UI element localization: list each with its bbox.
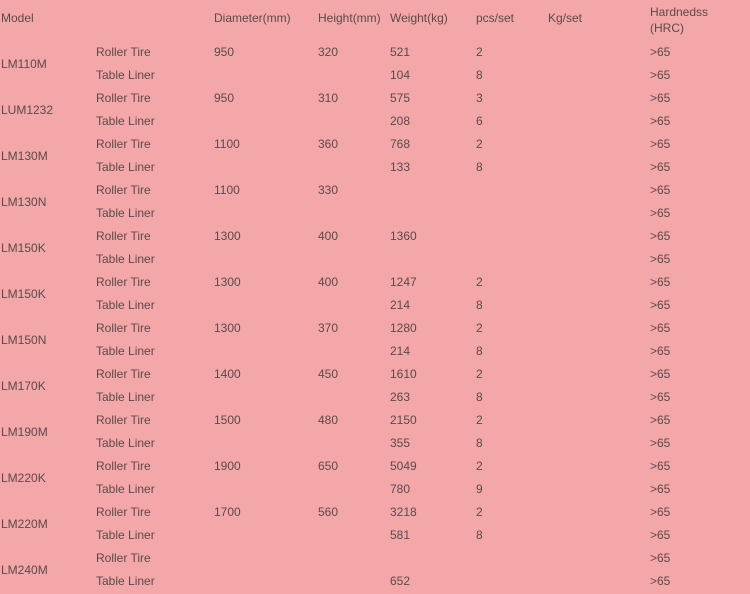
diameter-cell: 1300 [214,229,241,243]
part-name-cell: Table Liner [96,252,155,266]
weight-cell: 355 [390,436,411,450]
weight-cell: 652 [390,574,411,588]
height-cell: 560 [318,505,339,519]
weight-cell: 575 [390,91,411,105]
table-row [0,41,750,64]
part-name-cell: Table Liner [96,390,155,404]
model-name-cell: LM220M [1,517,48,531]
pcs-per-set-cell: 2 [476,137,483,151]
table-row [0,248,750,271]
weight-cell: 780 [390,482,411,496]
hardness-cell: >65 [650,505,671,519]
pcs-per-set-cell: 8 [476,344,483,358]
height-cell: 400 [318,229,339,243]
hardness-cell: >65 [650,459,671,473]
part-name-cell: Roller Tire [96,275,151,289]
pcs-per-set-cell: 2 [476,505,483,519]
header-height: Height(mm) [318,11,381,25]
weight-cell: 208 [390,114,411,128]
model-name-cell: LM190M [1,425,48,439]
pcs-per-set-cell: 6 [476,114,483,128]
part-name-cell: Table Liner [96,160,155,174]
diameter-cell: 1900 [214,459,241,473]
height-cell: 310 [318,91,339,105]
header-weight: Weight(kg) [390,11,448,25]
hardness-cell: >65 [650,482,671,496]
hardness-cell: >65 [650,68,671,82]
hardness-cell: >65 [650,275,671,289]
part-name-cell: Roller Tire [96,413,151,427]
pcs-per-set-cell: 2 [476,45,483,59]
header-pcs-per-set: pcs/set [476,11,515,25]
part-name-cell: Roller Tire [96,229,151,243]
diameter-cell: 1700 [214,505,241,519]
table-row [0,110,750,133]
weight-cell: 1610 [390,367,417,381]
diameter-cell: 1300 [214,321,241,335]
table-row [0,478,750,501]
height-cell: 330 [318,183,339,197]
part-name-cell: Table Liner [96,436,155,450]
height-cell: 370 [318,321,339,335]
table-row [0,64,750,87]
diameter-cell: 1300 [214,275,241,289]
weight-cell: 214 [390,298,411,312]
pcs-per-set-cell: 2 [476,321,483,335]
part-name-cell: Table Liner [96,574,155,588]
pcs-per-set-cell: 2 [476,413,483,427]
hardness-cell: >65 [650,229,671,243]
model-name-cell: LM130N [1,195,47,209]
pcs-per-set-cell: 3 [476,91,483,105]
pcs-per-set-cell: 9 [476,482,483,496]
table-row [0,225,750,248]
hardness-cell: >65 [650,206,671,220]
part-name-cell: Roller Tire [96,367,151,381]
table-row [0,386,750,409]
height-cell: 450 [318,367,339,381]
diameter-cell: 1400 [214,367,241,381]
hardness-cell: >65 [650,344,671,358]
height-cell: 650 [318,459,339,473]
weight-cell: 1360 [390,229,417,243]
hardness-cell: >65 [650,45,671,59]
part-name-cell: Table Liner [96,206,155,220]
part-name-cell: Roller Tire [96,551,151,565]
table-row [0,570,750,593]
part-name-cell: Table Liner [96,482,155,496]
hardness-cell: >65 [650,114,671,128]
pcs-per-set-cell: 8 [476,68,483,82]
model-name-cell: LM110M [1,57,47,71]
pcs-per-set-cell: 8 [476,160,483,174]
hardness-cell: >65 [650,252,671,266]
table-row [0,340,750,363]
height-cell: 400 [318,275,339,289]
hardness-cell: >65 [650,528,671,542]
table-row [0,317,750,340]
model-name-cell: LM220K [1,471,46,485]
weight-cell: 521 [390,45,411,59]
hardness-cell: >65 [650,321,671,335]
table-row [0,133,750,156]
table-row [0,547,750,570]
table-row [0,524,750,547]
pcs-per-set-cell: 2 [476,459,483,473]
part-name-cell: Roller Tire [96,321,151,335]
header-hardness-line2: (HRC) [650,21,684,35]
header-diameter: Diameter(mm) [214,11,291,25]
hardness-cell: >65 [650,367,671,381]
diameter-cell: 1100 [214,183,240,197]
part-name-cell: Roller Tire [96,459,151,473]
pcs-per-set-cell: 8 [476,390,483,404]
model-name-cell: LUM1232 [1,103,54,117]
weight-cell: 5049 [390,459,417,473]
weight-cell: 133 [390,160,411,174]
hardness-cell: >65 [650,298,671,312]
table-row [0,432,750,455]
part-name-cell: Table Liner [96,344,155,358]
hardness-cell: >65 [650,91,671,105]
table-row [0,87,750,110]
hardness-cell: >65 [650,183,671,197]
header-hardness-line1: Hardnedss [650,5,709,19]
height-cell: 480 [318,413,339,427]
header-hardness [650,4,708,36]
pcs-per-set-cell: 8 [476,528,483,542]
weight-cell: 104 [390,68,411,82]
model-name-cell: LM130M [1,149,48,163]
weight-cell: 263 [390,390,411,404]
weight-cell: 768 [390,137,411,151]
weight-cell: 1247 [390,275,417,289]
table-row [0,363,750,386]
weight-cell: 3218 [390,505,417,519]
table-row [0,409,750,432]
model-name-cell: LM150K [1,287,46,301]
part-name-cell: Table Liner [96,68,155,82]
pcs-per-set-cell: 2 [476,275,483,289]
table-row [0,271,750,294]
table-row [0,455,750,478]
pcs-per-set-cell: 8 [476,298,483,312]
table-row [0,294,750,317]
weight-cell: 214 [390,344,411,358]
header-kg-per-set: Kg/set [548,11,583,25]
model-name-cell: LM150K [1,241,46,255]
pcs-per-set-cell: 8 [476,436,483,450]
diameter-cell: 950 [214,45,235,59]
model-name-cell: LM240M [1,563,48,577]
hardness-cell: >65 [650,160,671,174]
part-name-cell: Roller Tire [96,183,151,197]
height-cell: 320 [318,45,339,59]
diameter-cell: 1100 [214,137,240,151]
weight-cell: 2150 [390,413,417,427]
hardness-cell: >65 [650,137,671,151]
part-name-cell: Roller Tire [96,505,151,519]
table-row [0,179,750,202]
part-name-cell: Table Liner [96,114,155,128]
diameter-cell: 1500 [214,413,241,427]
table-row [0,156,750,179]
part-name-cell: Table Liner [96,298,155,312]
hardness-cell: >65 [650,436,671,450]
model-name-cell: LM170K [1,379,46,393]
pcs-per-set-cell: 2 [476,367,483,381]
table-row [0,202,750,225]
hardness-cell: >65 [650,574,671,588]
part-name-cell: Roller Tire [96,137,151,151]
hardness-cell: >65 [650,390,671,404]
header-model: Model [1,11,34,25]
height-cell: 360 [318,137,339,151]
table-row [0,501,750,524]
part-name-cell: Table Liner [96,528,155,542]
model-name-cell: LM150N [1,333,47,347]
hardness-cell: >65 [650,413,671,427]
hardness-cell: >65 [650,551,671,565]
part-name-cell: Roller Tire [96,45,151,59]
diameter-cell: 950 [214,91,235,105]
part-name-cell: Roller Tire [96,91,151,105]
weight-cell: 1280 [390,321,417,335]
weight-cell: 581 [390,528,411,542]
